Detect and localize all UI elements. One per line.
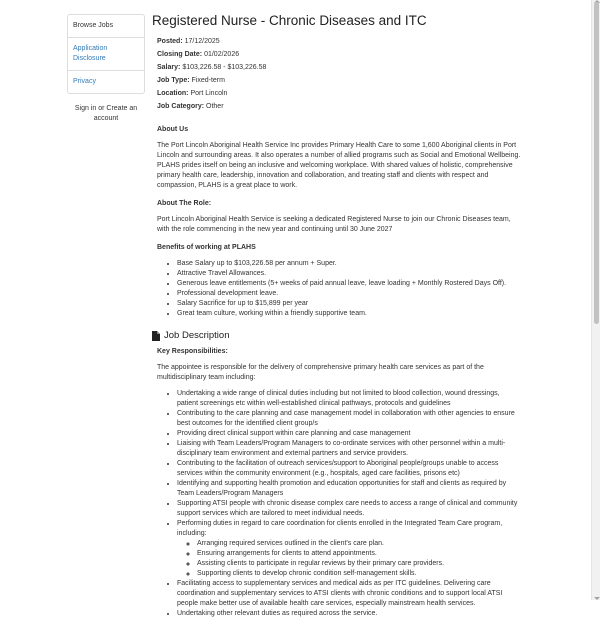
field-label: Salary: xyxy=(157,64,181,71)
responsibilities-list xyxy=(157,389,522,619)
field-label: Job Category: xyxy=(157,103,205,110)
benefits-list xyxy=(157,259,522,319)
list-item: • Professional development leave. xyxy=(177,289,522,299)
list-item: • Contributing to the facilitation of outreach services/support to Aboriginal people/groups unable to access services within the community environment (e.g., hospitals, aged care facilities, prisons etc) xyxy=(177,459,522,479)
create-account-link[interactable]: Create an account xyxy=(93,105,138,122)
list-item: • Identifying and supporting health promotion and education opportunities for staff and clients as required by Team Leaders/Program Managers xyxy=(177,479,522,499)
sidebar-nav xyxy=(67,14,145,94)
sidebar xyxy=(67,14,145,124)
list-item: • Salary Sacrifice for up to $15,899 per year xyxy=(177,299,522,309)
sub-list-item: ◦ Ensuring arrangements for clients to attend appointments. xyxy=(197,549,522,559)
field-salary xyxy=(157,61,522,74)
sidebar-item-privacy[interactable]: Privacy xyxy=(73,78,96,85)
list-item: • Contributing to the care planning and case management model in collaboration with other agencies to ensure best outcomes for the identified client group/s xyxy=(177,409,522,429)
list-item: • Generous leave entitlements (5+ weeks of paid annual leave, leave loading + Monthly Rostered Days Off). xyxy=(177,279,522,289)
about-heading: About Us xyxy=(157,126,189,133)
list-item: • Liaising with Team Leaders/Program Managers to co-ordinate services with other personnel within a multi-disciplinary team environment and external partners and service providers. xyxy=(177,439,522,459)
role-text: Port Lincoln Aboriginal Health Service is seeking a dedicated Registered Nurse to join our Chronic Diseases team, with the role commencing in the new year and continuing until 30 June 2027 xyxy=(157,216,511,233)
list-item: • Undertaking a wide range of clinical duties including but not limited to blood collection, wound dressings, patient screenings etc within well-established clinical pathways, protocols and guidelines xyxy=(177,389,522,409)
list-item xyxy=(177,519,522,579)
list-item: • Attractive Travel Allowances. xyxy=(177,269,522,279)
page-title: Registered Nurse - Chronic Diseases and ITC xyxy=(152,13,427,28)
field-job-type xyxy=(157,74,522,87)
signin-link[interactable]: Sign in xyxy=(74,105,97,112)
list-item: • Base Salary up to $103,226.58 per annum + Super. xyxy=(177,259,522,269)
field-value: Other xyxy=(206,103,224,110)
field-label: Closing Date: xyxy=(157,51,203,58)
signin-or-text: or xyxy=(96,105,107,112)
sub-list-item: ◦ Arranging required services outlined in the client's care plan. xyxy=(197,539,522,549)
document-icon xyxy=(152,331,160,341)
scrollbar[interactable] xyxy=(591,0,600,600)
sidebar-item-application-disclosure[interactable]: Application Disclosure xyxy=(68,38,144,71)
field-value: $103,226.58 - $103,226.58 xyxy=(182,64,267,71)
job-detail xyxy=(152,12,522,619)
field-job-category xyxy=(157,100,522,113)
field-posted xyxy=(157,35,522,48)
field-label: Posted: xyxy=(157,38,183,45)
field-value: Fixed-term xyxy=(191,77,225,84)
key-responsibilities-heading: Key Responsibilities: xyxy=(157,348,228,355)
responsibilities-intro: The appointee is responsible for the delivery of comprehensive primary health care services as part of the multidisciplinary team including: xyxy=(157,364,484,381)
job-description-title xyxy=(152,331,522,341)
list-item-text: Performing duties in regard to care coordination for clients enrolled in the Integrated Team Care program, including: xyxy=(177,520,503,537)
sidebar-item-browse-jobs[interactable]: Browse Jobs xyxy=(68,15,144,38)
signin-area xyxy=(67,104,145,124)
sub-list-item: ◦ Supporting clients to develop chronic condition self-management skills. xyxy=(197,569,522,579)
field-value: 01/02/2026 xyxy=(204,51,240,58)
about-text: The Port Lincoln Aboriginal Health Service Inc provides Primary Health Care to some 1,600 Aboriginal clients in Port Lincoln and surrounding areas. It also operates a number of allied programs such as Social and Emotional Wellbeing. PLAHS prides itself on being an inclusive and welcoming workplace. With shared values of holistic, comprehensive primary health care, leadership, innovation and collaboration, and treating staff and clients with respect and compassion, PLAHS is a great place to work. xyxy=(157,142,521,189)
field-closing-date xyxy=(157,48,522,61)
field-label: Job Type: xyxy=(157,77,190,84)
list-item: • Supporting ATSI people with chronic disease complex care needs to access a range of clinical and community support services which are tailored to meet individual needs. xyxy=(177,499,522,519)
list-item: • Great team culture, working within a friendly supportive team. xyxy=(177,309,522,319)
benefits-heading: Benefits of working at PLAHS xyxy=(157,244,256,251)
field-location xyxy=(157,87,522,100)
scrollbar-thumb[interactable] xyxy=(594,2,599,324)
field-value: 17/12/2025 xyxy=(184,38,220,45)
job-description-label: Job Description xyxy=(164,330,230,341)
list-item: • Providing direct clinical support within care planning and case management xyxy=(177,429,522,439)
field-label: Location: xyxy=(157,90,189,97)
list-item: • Undertaking other relevant duties as required across the service. xyxy=(177,609,522,619)
sub-list xyxy=(177,539,522,579)
list-item: • Facilitating access to supplementary services and medical aids as per ITC guidelines. Delivering care coordination and supplementary services to ATSI clients with chronic conditions and to support local ATSI people make better use of available health care services, especially mainstream health services. xyxy=(177,579,522,609)
job-content xyxy=(157,125,522,619)
role-heading: About The Role: xyxy=(157,200,212,207)
field-value: Port Lincoln xyxy=(190,90,228,97)
sub-list-item: ◦ Assisting clients to participate in regular reviews by their primary care providers. xyxy=(197,559,522,569)
